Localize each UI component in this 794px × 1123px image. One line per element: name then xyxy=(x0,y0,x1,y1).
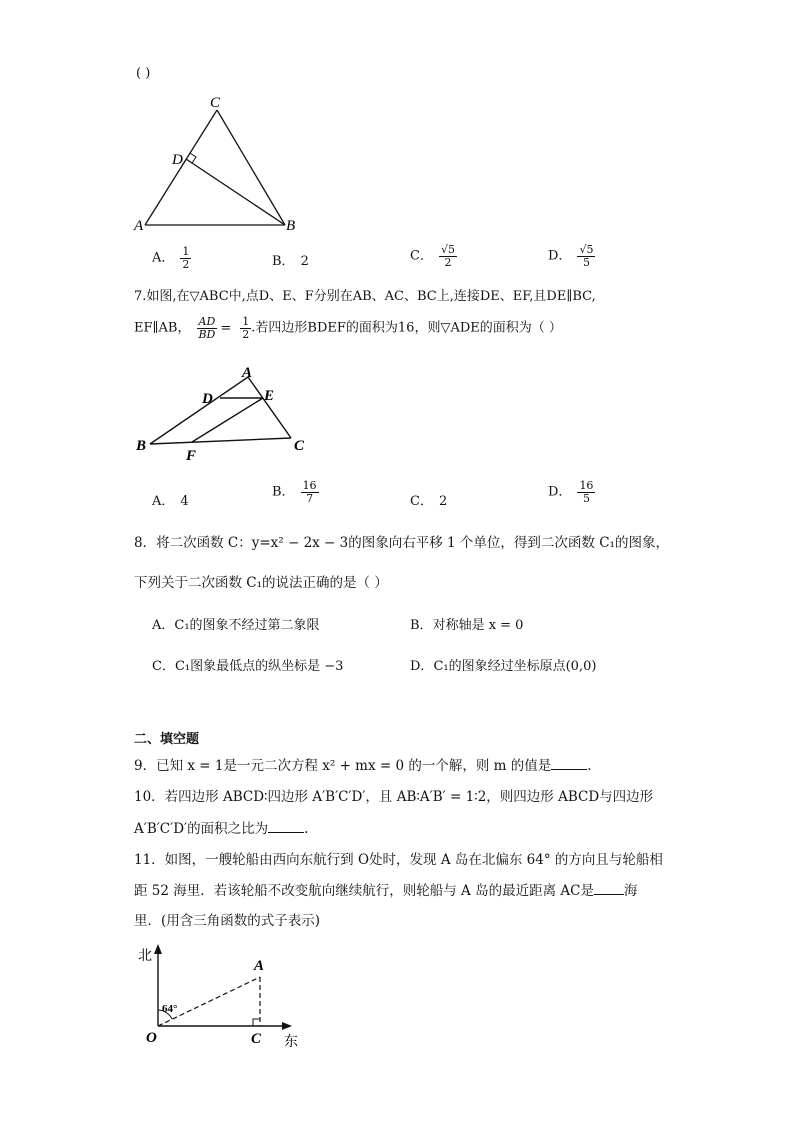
q7-triangle-figure xyxy=(130,360,320,465)
q8-option-d[interactable]: D．C₁的图象经过坐标原点(0,0) xyxy=(410,659,597,674)
q6-option-b[interactable]: B． 2 xyxy=(272,254,309,269)
q11-line2: 距 52 海里．若该轮船不改变航向继续航行，则轮船与 A 岛的最近距离 AC是 海 xyxy=(134,883,638,899)
q7-option-d[interactable]: D． $\frac{16}{5}$ xyxy=(548,479,594,505)
q6-label-a: A xyxy=(134,218,144,234)
q7-line2: EF∥AB， $\frac{AD}{BD}$ = $\frac{1}{2}$ .若四边形BDEF的面积为16，则▽ADE的面积为（ ） xyxy=(134,315,562,341)
section-title-fill-in: 二、填空题 xyxy=(134,732,200,747)
q6-triangle-figure xyxy=(130,92,310,242)
q9-text: 9．已知 x = 1是一元二次方程 x² + mx = 0 的一个解，则 m 的值是 . xyxy=(134,758,592,774)
q11-line1: 11．如图，一艘轮船由西向东航行到 O处时，发现 A 岛在北偏东 64° 的方向且与轮船相 xyxy=(134,852,663,868)
q7-option-c[interactable]: C． 2 xyxy=(410,494,448,509)
q10-answer-blank[interactable] xyxy=(268,832,304,833)
q6-answer-paren: ( ) xyxy=(136,66,151,81)
q6-option-d[interactable]: D． $\frac{√5}{5}$ xyxy=(548,243,594,269)
q6-label-c: C xyxy=(210,95,221,111)
q11-north-label: 北 xyxy=(138,949,152,964)
q7-label-f: F xyxy=(186,448,197,464)
q7-label-a: A xyxy=(242,365,253,381)
q11-line3: 里．(用含三角函数的式子表示) xyxy=(134,913,321,929)
q11-east-label: 东 xyxy=(284,1035,298,1050)
q9-answer-blank[interactable] xyxy=(551,769,587,770)
q8-line2: 下列关于二次函数 C₁的说法正确的是（ ） xyxy=(134,575,388,591)
q8-option-c[interactable]: C．C₁图象最低点的纵坐标是 −3 xyxy=(152,659,344,674)
q8-option-b[interactable]: B．对称轴是 x = 0 xyxy=(410,618,524,633)
q11-navigation-figure xyxy=(130,940,310,1055)
q7-option-a[interactable]: A． 4 xyxy=(152,494,189,509)
q6-label-d: D xyxy=(172,152,183,168)
q11-label-o: O xyxy=(146,1030,157,1046)
q11-answer-blank[interactable] xyxy=(594,894,624,895)
q10-line2: A′B′C′D′的面积之比为 . xyxy=(134,821,309,837)
q7-label-d: D xyxy=(202,391,213,407)
q7-label-b: B xyxy=(136,438,147,454)
q6-option-a[interactable]: A． $\frac{1}{2}$ xyxy=(152,245,190,271)
q11-angle-label: 64° xyxy=(162,1003,178,1015)
q7-label-c: C xyxy=(294,438,305,454)
q8-option-a[interactable]: A．C₁的图象不经过第二象限 xyxy=(152,618,320,633)
q7-label-e: E xyxy=(264,388,275,404)
q7-line1: 7.如图,在▽ABC中,点D、E、F分别在AB、AC、BC上,连接DE、EF,且DE∥BC, xyxy=(134,289,596,304)
q8-line1: 8．将二次函数 C：y=x² − 2x − 3的图象向右平移 1 个单位，得到二次函数 C₁的图象， xyxy=(134,535,669,551)
q11-label-c: C xyxy=(251,1031,262,1047)
q10-line1: 10．若四边形 ABCD∶四边形 A′B′C′D′，且 AB∶A′B′ = 1∶2，则四边形 ABCD与四边形 xyxy=(134,789,654,805)
q6-label-b: B xyxy=(286,218,296,234)
q11-label-a: A xyxy=(254,958,265,974)
q7-option-b[interactable]: B． $\frac{16}{7}$ xyxy=(272,479,317,505)
q6-option-c[interactable]: C． $\frac{√5}{2}$ xyxy=(410,243,455,269)
